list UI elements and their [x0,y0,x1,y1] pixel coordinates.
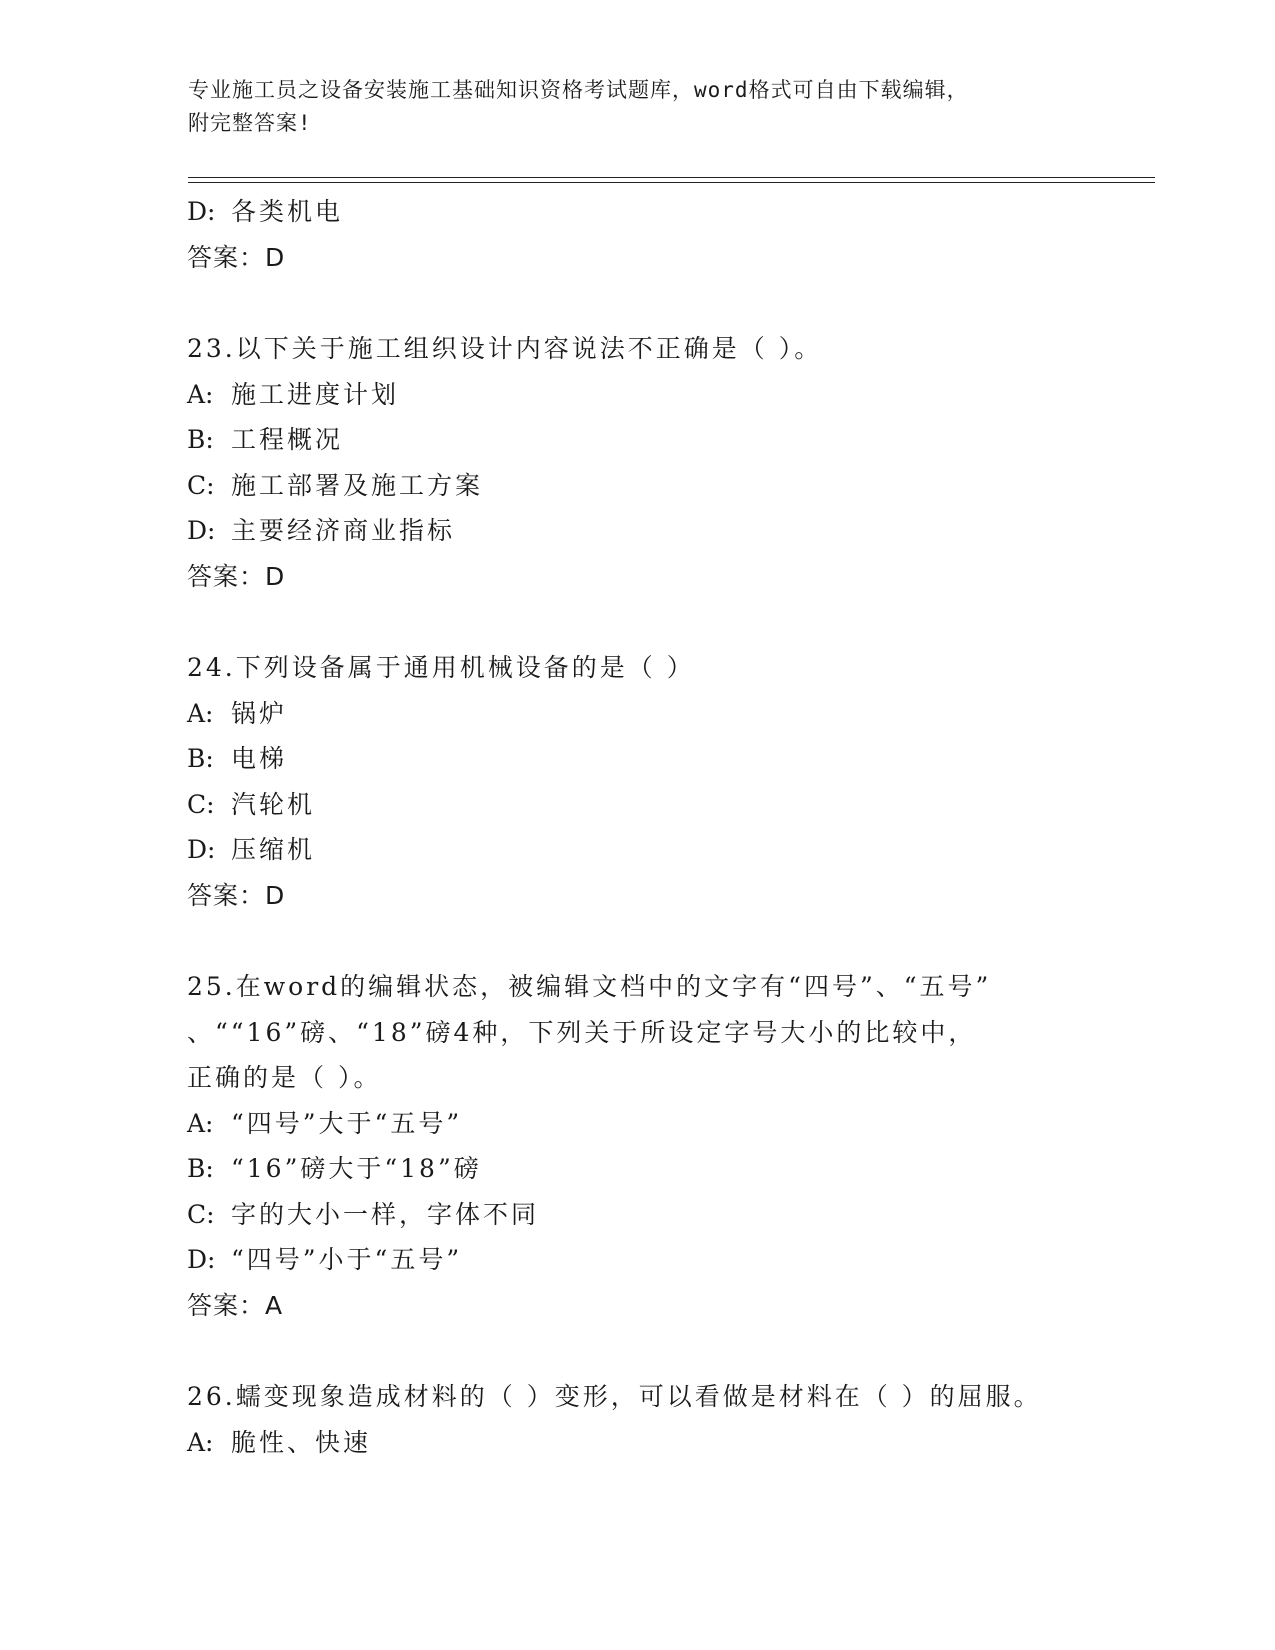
option-text: “四号”小于“五号” [231,1245,463,1274]
option-text: 锅炉 [231,698,288,728]
header-divider-bottom [188,182,1155,183]
option-text: 字的大小一样，字体不同 [231,1199,540,1229]
header-line-1: 专业施工员之设备安装施工基础知识资格考试题库，word格式可自由下载编辑， [188,78,969,102]
answer-line: 答案：A [187,1290,284,1320]
option-line [187,1192,1147,1238]
option-text: 各类机电 [231,197,344,226]
spacer [187,599,1147,645]
header-divider-top [188,177,1155,178]
question-list [187,189,1147,1465]
option-letter: A: [187,1427,214,1457]
question-stem: 26.蠕变现象造成材料的（ ）变形，可以看做是材料在（ ）的屈服。 [187,1382,1042,1411]
option-line [187,1237,1147,1283]
option-line [187,736,1147,782]
option-text: 汽轮机 [231,789,316,819]
option-text: 压缩机 [231,835,316,864]
option-letter: A: [187,1108,214,1138]
option-text: “16”磅大于“18”磅 [231,1154,482,1183]
option-line [187,508,1147,554]
option-letter: B: [187,744,214,773]
question-block [187,189,1147,280]
spacer [187,1328,1147,1374]
option-line [187,1101,1147,1147]
question-stem: 23.以下关于施工组织设计内容说法不正确是（ ）。 [187,334,823,363]
option-letter: A: [187,698,214,728]
option-letter: D: [187,197,216,226]
question-stem: 24.下列设备属于通用机械设备的是（ ） [187,653,695,682]
option-letter: D: [187,1245,216,1274]
option-text: 施工部署及施工方案 [231,470,484,500]
option-line [187,463,1147,509]
question-stem: 、““16”磅、“18”磅4种，下列关于所设定字号大小的比较中， [187,1017,977,1047]
option-line [187,1146,1147,1192]
option-letter: D: [187,835,216,864]
option-text: 工程概况 [231,425,344,454]
question-block [187,326,1147,599]
answer-line: 答案：D [187,561,286,591]
option-letter: D: [187,516,216,545]
option-letter: C: [187,470,215,500]
option-text: 施工进度计划 [231,379,400,409]
answer-line: 答案：D [187,880,286,910]
option-text: 脆性、快速 [231,1427,372,1457]
document-header [188,74,1068,140]
option-text: 电梯 [231,744,288,773]
option-line [187,782,1147,828]
option-letter: C: [187,1199,215,1229]
option-line [187,417,1147,463]
option-line [187,1420,1147,1466]
option-line [187,189,1147,235]
spacer [187,280,1147,326]
question-stem: 正确的是（ ）。 [187,1063,382,1092]
option-line [187,827,1147,873]
option-line [187,691,1147,737]
answer-line: 答案：D [187,242,286,272]
question-block [187,964,1147,1328]
question-block [187,1374,1147,1465]
header-line-2: 附完整答案! [188,111,312,135]
option-letter: B: [187,1154,214,1183]
option-text: 主要经济商业指标 [231,516,456,545]
option-letter: B: [187,425,214,454]
option-text: “四号”大于“五号” [231,1108,463,1138]
question-block [187,645,1147,918]
question-stem: 25.在word的编辑状态，被编辑文档中的文字有“四号”、“五号” [187,972,992,1001]
spacer [187,918,1147,964]
option-letter: C: [187,789,215,819]
option-line [187,372,1147,418]
option-letter: A: [187,379,214,409]
